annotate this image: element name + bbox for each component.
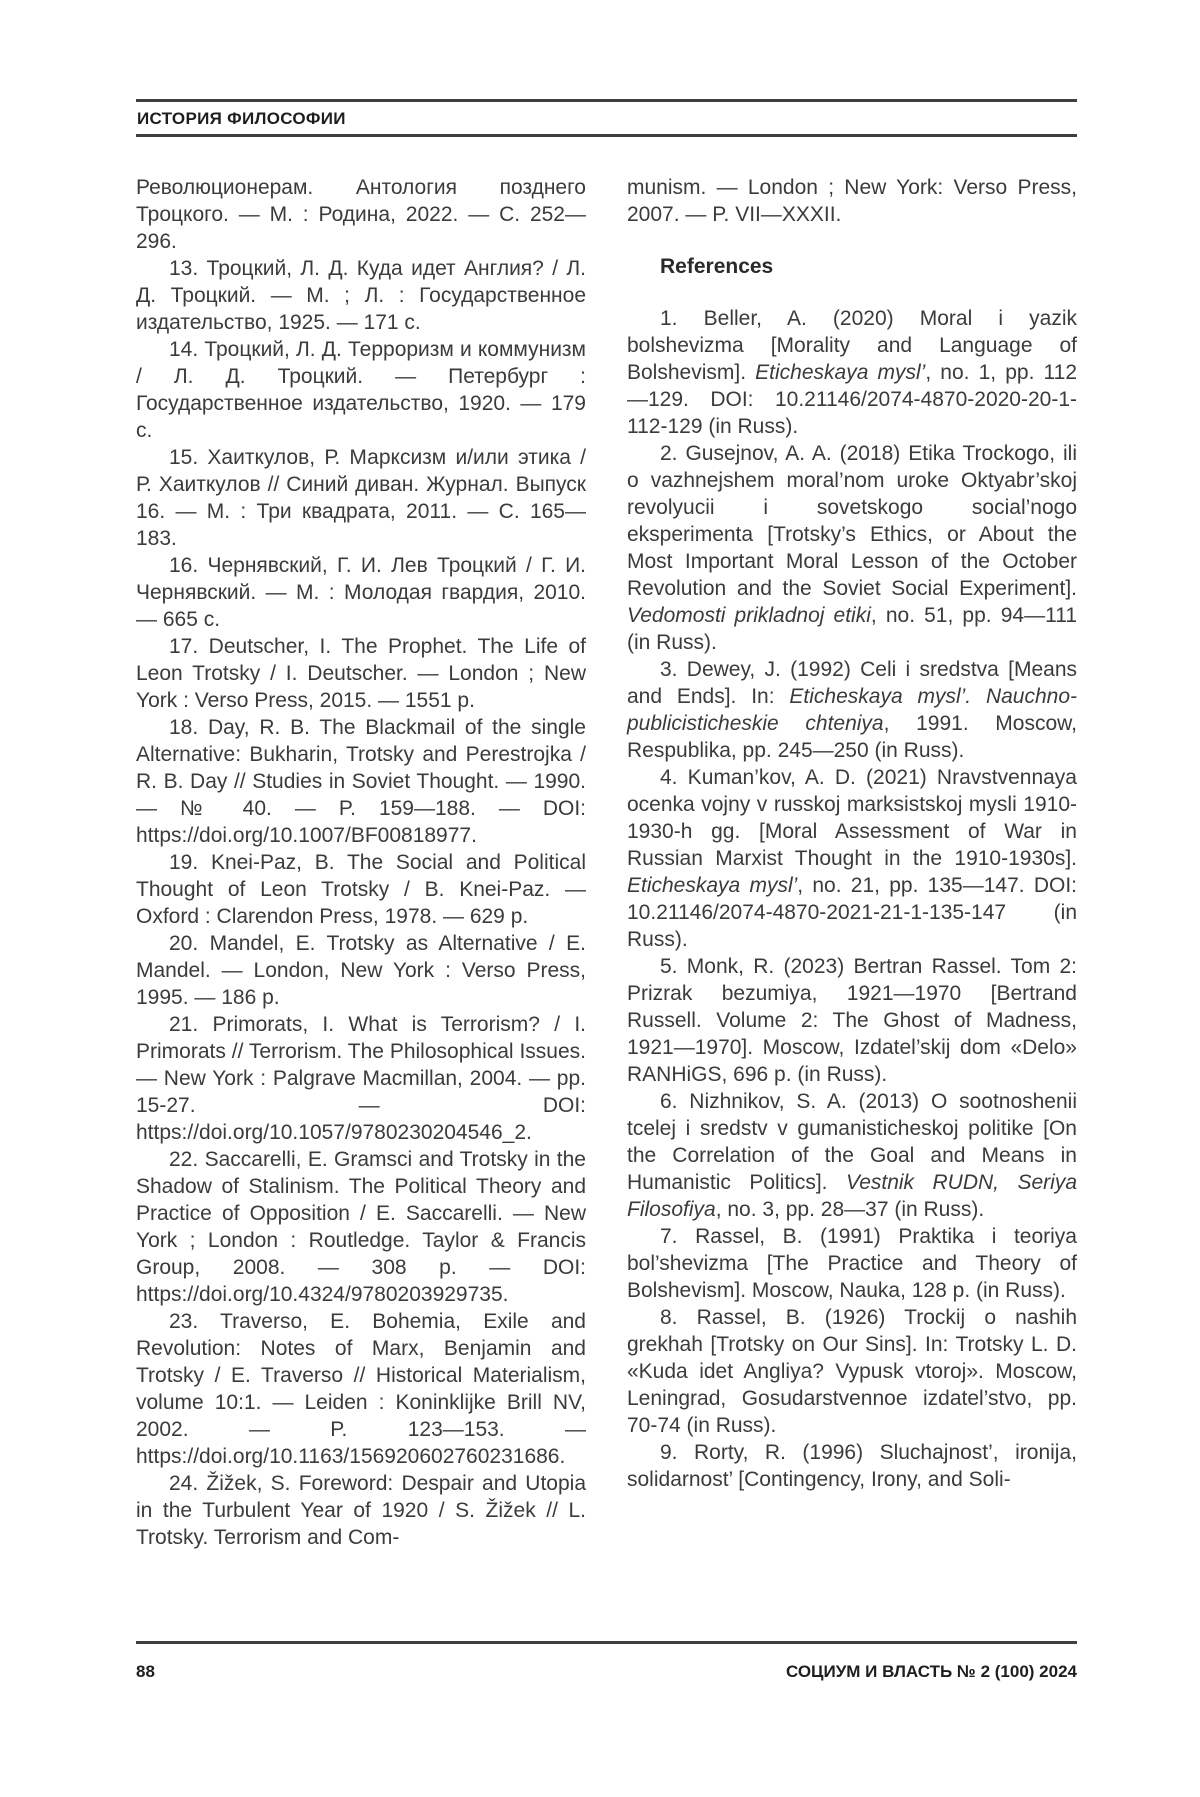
reference-text: , 1991. Moscow, Respublika, pp. 245—250 (in Russ). [627, 712, 1077, 762]
left-column [136, 174, 586, 1551]
reference-entry [627, 1439, 1077, 1493]
reference-entry [136, 1146, 586, 1308]
reference-text: 20. Mandel, E. Trotsky as Alternative / E. Mandel. — London, New York : Verso Press, 1995. — 186 p. [136, 932, 586, 1009]
journal-issue-title: СОЦИУМ И ВЛАСТЬ № 2 (100) 2024 [785, 1662, 1077, 1681]
reference-text-italic: Eticheskaya mysl’ [627, 874, 798, 897]
reference-text: 13. Троцкий, Л. Д. Куда идет Англия? / Л. Д. Троцкий. — М. ; Л. : Государственное издательство, 1925. — 171 с. [136, 257, 586, 334]
reference-text: 21. Primorats, I. What is Terrorism? / I. Primorats // Terrorism. The Philosophical Issues. — New York : Palgrave Macmillan, 2004. — pp. 15-27. — DOI: https://doi.org/10.1057/9780230204546_2. [136, 1013, 586, 1144]
reference-text: 2. Gusejnov, A. A. (2018) Etika Trockogo, ili o vazhnejshem moral’nom uroke Oktyabr’skoj revolyucii i sovetskogo social’nogo eksperimenta [Trotsky’s Ethics, or About the Most Important Moral Lesson of the October Revolution and the Soviet Social Experiment]. [627, 442, 1077, 600]
reference-entry [627, 440, 1077, 656]
references-heading: References [660, 255, 774, 278]
reference-entry [627, 656, 1077, 764]
reference-text: 22. Saccarelli, E. Gramsci and Trotsky in the Shadow of Stalinism. The Political Theory and Practice of Opposition / E. Saccarelli. — New York ; London : Routledge. Taylor & Francis Group, 2008. — 308 p. — DOI: https://doi.org/10.4324/9780203929735. [136, 1148, 586, 1306]
right-column-entries [627, 305, 1077, 1493]
footer-rule [136, 1641, 1077, 1644]
reference-entry [136, 1470, 586, 1551]
reference-text: Революционерам. Антология позднего Троцкого. — М. : Родина, 2022. — С. 252—296. [136, 176, 586, 253]
reference-text-italic: Vedomosti prikladnoj etiki [627, 604, 871, 627]
right-column-continuation [627, 174, 1077, 228]
reference-text-italic: Eticheskaya mysl’. Nauchno-publicisticheskie chteniya [627, 685, 1077, 735]
footer-row [136, 1662, 1077, 1682]
reference-text: 6. Nizhnikov, S. A. (2013) O sootnoshenii tcelej i sredstv v gumanisticheskoj politike [On the Correlation of the Goal and Means in Humanistic Politics]. [627, 1090, 1077, 1194]
references-body [136, 174, 1077, 1551]
reference-text: 19. Knei-Paz, B. The Social and Political Thought of Leon Trotsky / B. Knei-Paz. — Oxford : Clarendon Press, 1978. — 629 p. [136, 851, 586, 928]
reference-entry [627, 174, 1077, 228]
reference-entry [136, 849, 586, 930]
reference-text: 23. Traverso, E. Bohemia, Exile and Revolution: Notes of Marx, Benjamin and Trotsky / E. Traverso // Historical Materialism, volume 10:1. — Leiden : Koninklijke Brill NV, 2002. — P. 123—153. — https://doi.org/10.1163/156920602760231686. [136, 1310, 586, 1468]
right-column [627, 174, 1077, 1493]
reference-text: , no. 21, pp. 135—147. DOI: 10.21146/2074-4870-2021-21-1-135-147 (in Russ). [627, 874, 1077, 951]
reference-text: 3. Dewey, J. (1992) Celi i sredstva [Means and Ends]. In: [627, 658, 1077, 708]
reference-entry [627, 953, 1077, 1088]
reference-text: , no. 1, pp. 112—129. DOI: 10.21146/2074-4870-2020-20-1-112-129 (in Russ). [627, 361, 1077, 438]
reference-text: 4. Kuman’kov, A. D. (2021) Nravstvennaya ocenka vojny v russkoj marksistskoj mysli 1910-1930-h gg. [Moral Assessment of War in Russian Marxist Thought in the 1910-1930s]. [627, 766, 1077, 870]
reference-text: 9. Rorty, R. (1996) Sluchajnost’, ironija, solidarnost’ [Contingency, Irony, and Soli- [627, 1441, 1077, 1491]
reference-text: 8. Rassel, B. (1926) Trockij o nashih grekhah [Trotsky on Our Sins]. In: Trotsky L. D. «Kuda idet Angliya? Vypusk vtoroj». Moscow, Leningrad, Gosudarstvennoe izdatel’stvo, pp. 70-74 (in Russ). [627, 1306, 1077, 1437]
reference-text: 18. Day, R. B. The Blackmail of the single Alternative: Bukharin, Trotsky and Perestrojka / R. B. Day // Studies in Soviet Thought. — 1990. — № 40. — P. 159—188. — DOI: https://doi.org/10.1007/BF00818977. [136, 716, 586, 847]
reference-entry [136, 714, 586, 849]
reference-entry [627, 1088, 1077, 1223]
reference-text: 14. Троцкий, Л. Д. Терроризм и коммунизм / Л. Д. Троцкий. — Петербург : Государственное издательство, 1920. — 179 с. [136, 338, 586, 442]
reference-entry [136, 930, 586, 1011]
reference-entry [136, 336, 586, 444]
reference-text: 16. Чернявский, Г. И. Лев Троцкий / Г. И. Чернявский. — М. : Молодая гвардия, 2010. — 665 с. [136, 554, 586, 631]
reference-text: 5. Monk, R. (2023) Bertran Rassel. Tom 2: Prizrak bezumiya, 1921—1970 [Bertrand Russell. Volume 2: The Ghost of Madness, 1921—1970]. Moscow, Izdatel’skij dom «Delo» RANHiGS, 696 p. (in Russ). [627, 955, 1077, 1086]
header-bottom-rule [136, 134, 1077, 137]
reference-entry [627, 305, 1077, 440]
reference-entry [136, 174, 586, 255]
reference-text: , no. 51, pp. 94—111 (in Russ). [627, 604, 1078, 654]
running-head-section-title: ИСТОРИЯ ФИЛОСОФИИ [137, 109, 346, 128]
reference-text: 15. Хаиткулов, Р. Марксизм и/или этика / Р. Хаиткулов // Синий диван. Журнал. Выпуск 16. — М. : Три квадрата, 2011. — С. 165—183. [136, 446, 586, 550]
reference-entry [627, 1223, 1077, 1304]
reference-entry [136, 633, 586, 714]
page-footer [136, 1641, 1077, 1682]
reference-entry [136, 255, 586, 336]
reference-entry [136, 1011, 586, 1146]
reference-text: 17. Deutscher, I. The Prophet. The Life of Leon Trotsky / I. Deutscher. — London ; New York : Verso Press, 2015. — 1551 p. [136, 635, 586, 712]
reference-text-italic: Eticheskaya mysl’ [755, 361, 926, 384]
reference-text: munism. — London ; New York: Verso Press, 2007. — P. VII—XXXII. [627, 176, 1077, 226]
reference-text: 1. Beller, A. (2020) Moral i yazik bolshevizma [Morality and Language of Bolshevism]. [627, 307, 1077, 384]
reference-text-italic: Vestnik RUDN, Seriya Filosofiya [627, 1171, 1077, 1221]
reference-entry [627, 764, 1077, 953]
reference-text: , no. 3, pp. 28—37 (in Russ). [715, 1198, 985, 1221]
reference-text: 24. Žižek, S. Foreword: Despair and Utopia in the Turbulent Year of 1920 / S. Žižek // L. Trotsky. Terrorism and Com- [136, 1472, 586, 1549]
reference-entry [136, 1308, 586, 1470]
page-number: 88 [136, 1662, 155, 1681]
page-header [136, 99, 1077, 137]
reference-entry [627, 1304, 1077, 1439]
reference-entry [136, 444, 586, 552]
reference-text: 7. Rassel, B. (1991) Praktika i teoriya bol’shevizma [The Practice and Theory of Bolshevism]. Moscow, Nauka, 128 p. (in Russ). [627, 1225, 1077, 1302]
reference-entry [136, 552, 586, 633]
